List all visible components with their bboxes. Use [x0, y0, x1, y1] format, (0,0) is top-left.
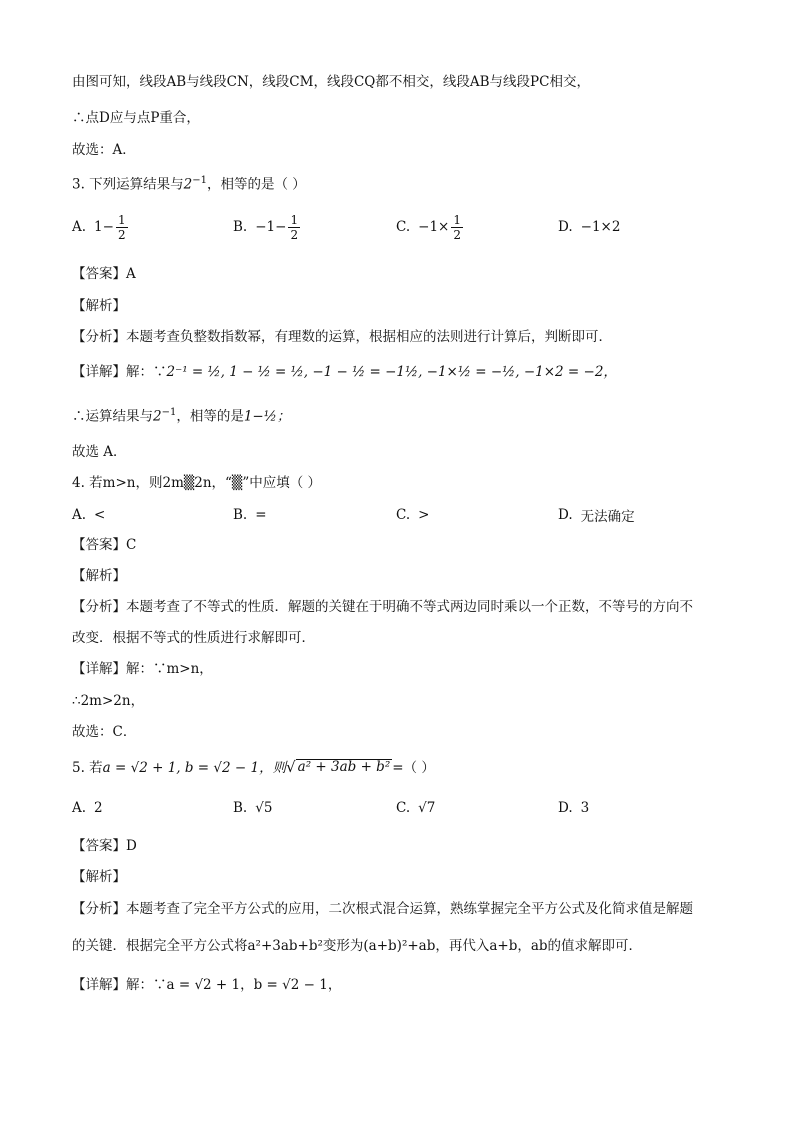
- stem-expression: a = √2 + 1, b = √2 − 1，则: [102, 760, 287, 776]
- question-5-stem: [72, 758, 435, 778]
- detail: [72, 362, 617, 382]
- analysis: 【分析】本题考查负整数指数幂，有理数的运算，根据相应的法则进行计算后，判断即可．: [72, 329, 612, 345]
- denominator: 2: [453, 227, 461, 242]
- option-value: 2: [94, 800, 103, 816]
- question-4-options: [72, 495, 732, 535]
- stem-expression: 2: [183, 176, 193, 193]
- fraction: [288, 213, 300, 242]
- option-c[interactable]: [396, 207, 465, 247]
- option-label: D.: [558, 507, 573, 523]
- denominator: 2: [290, 227, 299, 242]
- stem-suffix: ，相等的是（ ）: [207, 176, 306, 193]
- conclusion-prefix: ∴运算结果与: [72, 408, 153, 425]
- option-value: 3: [580, 800, 590, 816]
- conclusion-exponent: −1: [161, 407, 177, 418]
- option-label: C.: [396, 219, 411, 235]
- option-prefix: 1−: [94, 219, 114, 235]
- select: 故选 A．: [72, 444, 127, 460]
- stem-prefix: 5. 若: [72, 760, 103, 776]
- analysis-line-2: 改变．根据不等式的性质进行求解即可．: [72, 630, 315, 646]
- numerator: 1: [117, 212, 126, 227]
- option-value: =: [255, 507, 267, 523]
- numerator: 1: [453, 212, 461, 227]
- square-root: [286, 759, 392, 774]
- option-label: B.: [233, 800, 248, 816]
- stem-prefix: 3. 下列运算结果与: [72, 176, 184, 193]
- option-d[interactable]: [558, 495, 635, 535]
- option-value: √7: [418, 800, 436, 816]
- option-d[interactable]: [558, 207, 620, 247]
- text-line: 由图可知，线段AB与线段CN，线段CM，线段CQ都不相交，线段AB与线段PC相交，: [72, 74, 590, 90]
- answer: 【答案】C: [72, 537, 137, 553]
- option-label: D.: [558, 800, 573, 816]
- jiexi-heading: 【解析】: [72, 568, 126, 584]
- conclusion-power: 2: [153, 408, 162, 425]
- option-label: C.: [396, 507, 411, 523]
- option-prefix: −1−: [255, 219, 287, 235]
- option-label: A.: [72, 219, 87, 235]
- radical-icon: √: [286, 758, 296, 776]
- question-4-stem: 4. 若m>n，则2m▒2n，“▒”中应填（ ）: [72, 475, 322, 491]
- denominator: 2: [117, 227, 126, 242]
- fraction: [116, 213, 128, 242]
- option-label: A.: [72, 507, 87, 523]
- analysis-line-2: 的关键．根据完全平方公式将a²+3ab+b²变形为(a+b)²+ab，再代入a+b，ab的值求解即可．: [72, 938, 643, 954]
- detail-prefix: 【详解】解：∵: [72, 364, 167, 380]
- option-value: >: [418, 507, 430, 523]
- option-value: −1×2: [580, 219, 621, 235]
- option-d[interactable]: [558, 788, 589, 828]
- option-c[interactable]: [396, 495, 429, 535]
- option-label: C.: [396, 800, 411, 816]
- conclusion-expression: 1−½；: [243, 408, 291, 425]
- option-label: B.: [233, 507, 248, 523]
- option-a[interactable]: [72, 207, 130, 247]
- detail-expression: 2⁻¹ = ½, 1 − ½ = ½, −1 − ½ = −1½, −1×½ = −½, −1×2 = −2，: [166, 364, 617, 380]
- option-label: D.: [558, 219, 573, 235]
- detail: 【详解】解：∵a = √2 + 1，b = √2 − 1，: [72, 977, 342, 993]
- option-b[interactable]: [233, 495, 267, 535]
- text-line: 故选：A．: [72, 142, 136, 158]
- detail: 【详解】解：∵m>n，: [72, 661, 213, 677]
- question-5-options: [72, 788, 732, 828]
- step: ∴2m>2n，: [72, 693, 145, 709]
- option-a[interactable]: [72, 495, 105, 535]
- option-label: B.: [233, 219, 248, 235]
- conclusion-mid: ，相等的是: [176, 408, 244, 425]
- radicand: a² + 3ab + b²: [297, 759, 391, 775]
- question-3-options: [72, 207, 732, 247]
- option-prefix: −1×: [418, 219, 450, 235]
- option-b[interactable]: [233, 788, 272, 828]
- analysis-line-1: 【分析】本题考查了不等式的性质．解题的关键在于明确不等式两边同时乘以一个正数，不等号的方向不: [72, 599, 693, 615]
- stem-exponent: −1: [192, 175, 208, 186]
- option-label: A.: [72, 800, 87, 816]
- question-3-stem: [72, 171, 306, 195]
- numerator: 1: [290, 212, 299, 227]
- text-line: ∴点D应与点P重合，: [72, 110, 200, 126]
- analysis-line-1: 【分析】本题考查了完全平方公式的应用，二次根式混合运算，熟练掌握完全平方公式及化简求值是解题: [72, 901, 693, 917]
- stem-suffix: =（ ）: [392, 760, 435, 776]
- option-b[interactable]: [233, 207, 302, 247]
- option-c[interactable]: [396, 788, 435, 828]
- conclusion: [72, 403, 290, 427]
- option-value: 无法确定: [580, 509, 635, 525]
- option-value: <: [94, 507, 106, 523]
- jiexi-heading: 【解析】: [72, 298, 126, 314]
- answer: 【答案】A: [72, 266, 136, 282]
- option-value: √5: [255, 800, 273, 816]
- fraction: [451, 213, 463, 242]
- jiexi-heading: 【解析】: [72, 869, 126, 885]
- option-a[interactable]: [72, 788, 103, 828]
- answer: 【答案】D: [72, 838, 137, 854]
- select: 故选：C．: [72, 724, 137, 740]
